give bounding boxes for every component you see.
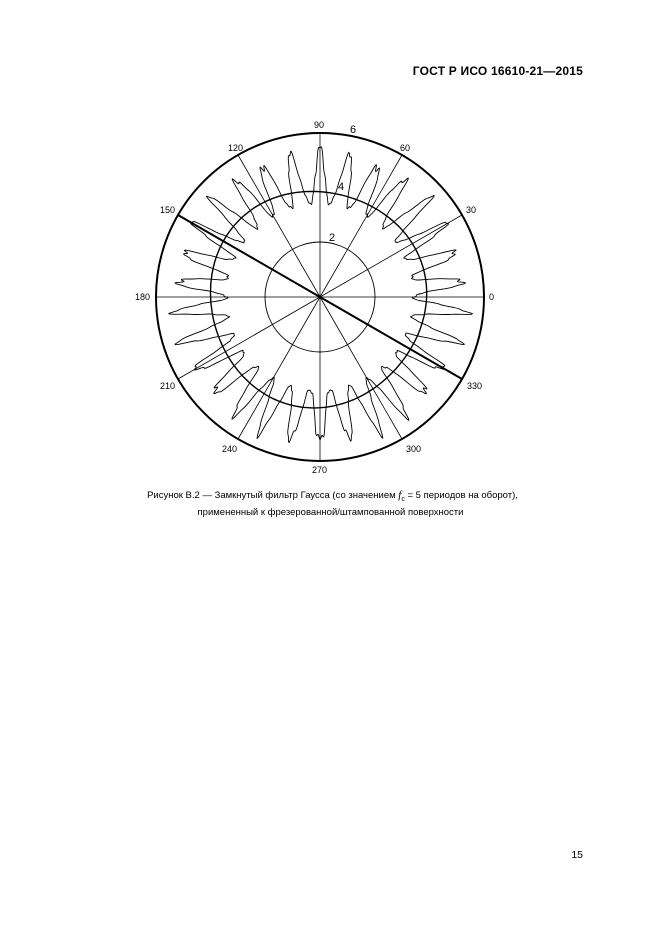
angle-label-0: 0 <box>489 292 495 302</box>
angle-label-270: 270 <box>312 465 328 475</box>
cutoff-symbol: f <box>398 489 402 501</box>
angle-label-240: 240 <box>222 444 238 454</box>
spoke-240 <box>238 297 320 439</box>
spoke-300 <box>320 297 402 439</box>
spoke-120 <box>238 155 320 297</box>
spoke-210 <box>178 297 320 379</box>
angle-label-30: 30 <box>466 205 477 215</box>
curve-label-6: 6 <box>350 124 357 136</box>
polar-profile-figure <box>130 116 510 481</box>
caption-line-2: примененный к фрезерованной/штампованной поверхности <box>197 506 464 518</box>
spoke-30 <box>320 215 462 297</box>
angle-label-180: 180 <box>135 292 151 302</box>
angle-label-150: 150 <box>160 205 176 215</box>
angle-label-90: 90 <box>314 120 325 130</box>
caption-suffix: = 5 периодов на оборот), <box>404 490 518 501</box>
angle-label-300: 300 <box>406 444 422 454</box>
caption-line-1 <box>0 489 661 506</box>
curve-labels <box>329 124 356 244</box>
page-number: 15 <box>571 849 583 861</box>
cutoff-subscript: c <box>401 495 405 503</box>
angle-labels <box>135 120 494 475</box>
curve-label-4: 4 <box>338 181 345 193</box>
caption-prefix: Рисунок В.2 — Замкнутый фильтр Гаусса (со значением <box>147 490 399 501</box>
angle-label-120: 120 <box>228 143 244 153</box>
angle-label-60: 60 <box>400 143 411 153</box>
polar-diagram <box>130 116 510 481</box>
curve-label-2: 2 <box>329 232 336 244</box>
spoke-60 <box>320 155 402 297</box>
figure-caption <box>0 489 661 519</box>
angle-spokes <box>156 133 484 461</box>
angle-label-330: 330 <box>467 381 483 391</box>
angle-label-210: 210 <box>160 381 176 391</box>
standard-header: ГОСТ Р ИСО 16610-21—2015 <box>412 64 583 78</box>
